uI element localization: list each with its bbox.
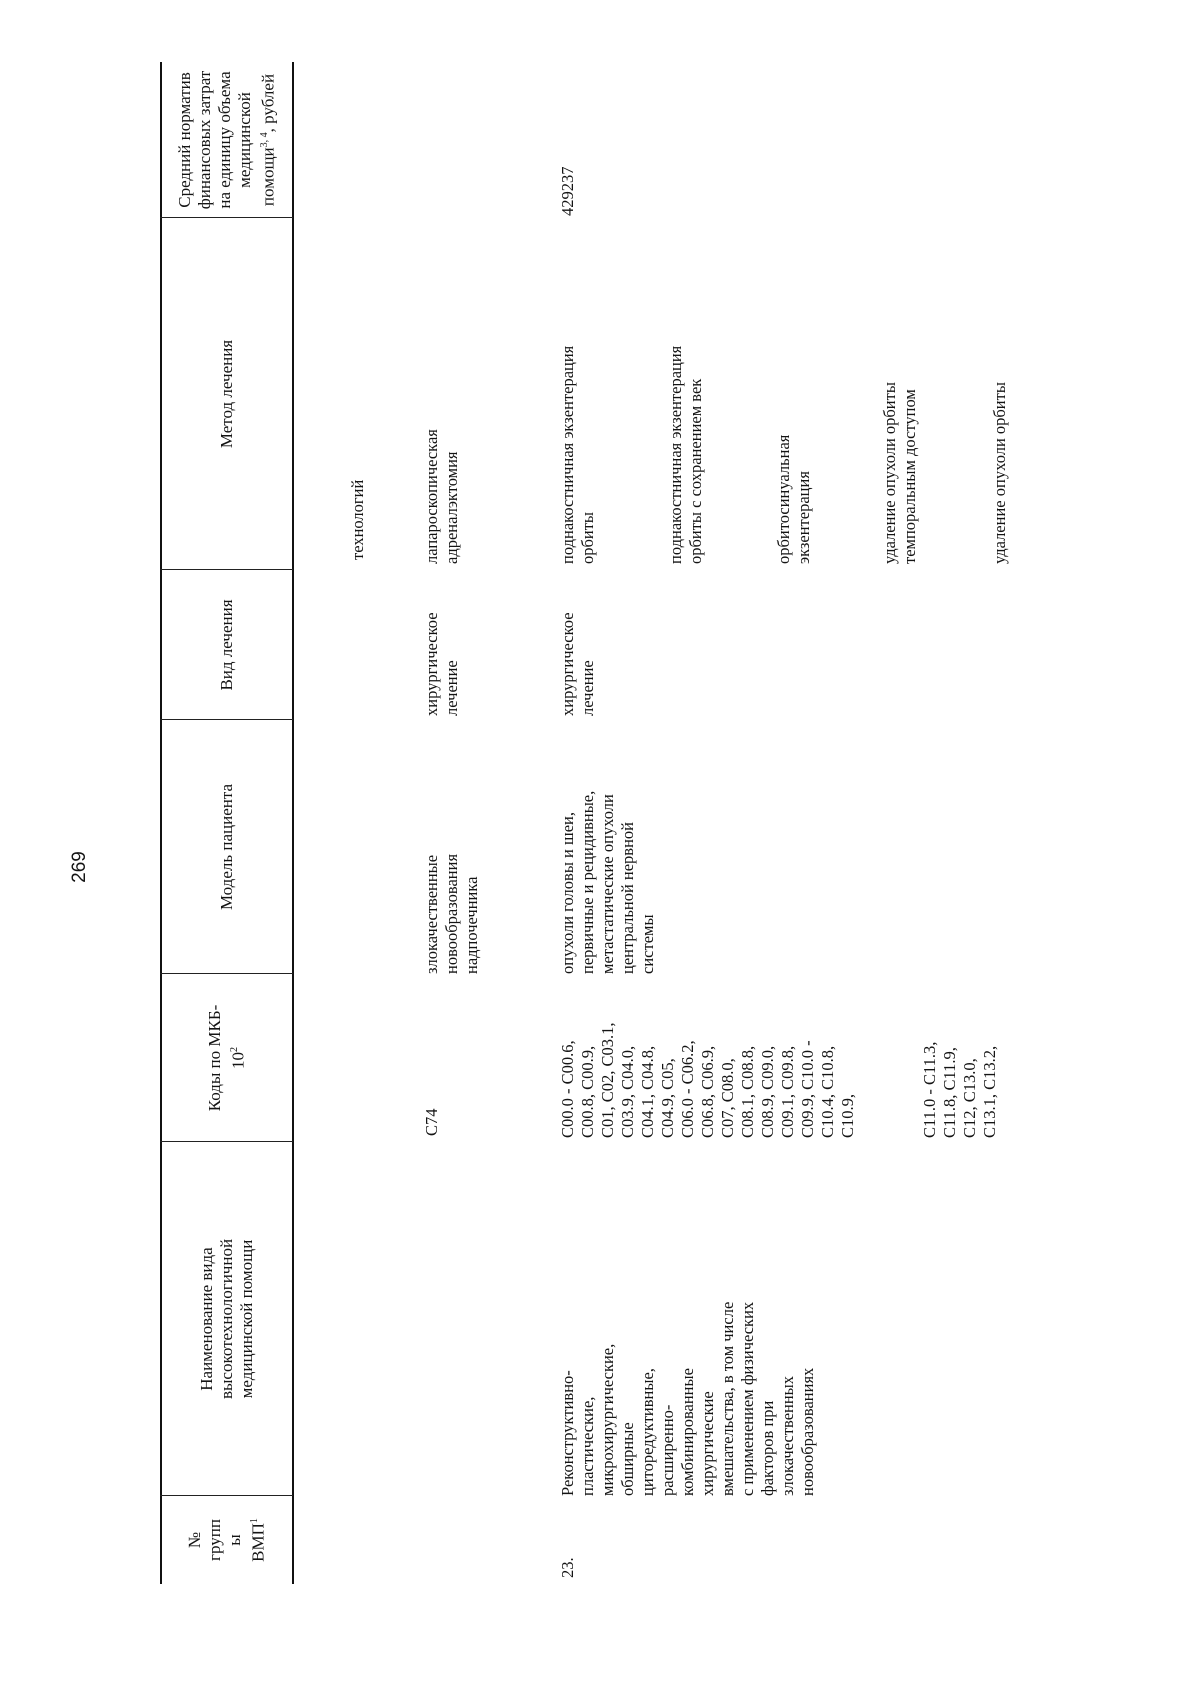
page-number: 269	[69, 851, 90, 883]
treatment-type-c74: хирургическое лечение	[422, 612, 461, 716]
header-average-cost: Средний норматив финансовых затрат на единицу объема медицинской помощи$^{3, 4}$, рублей	[175, 70, 278, 210]
codes-part-1: C00.0 - C00.6, C00.8, C00.9, C01, C02, C03.1, C03.9, C04.0, C04.1, C04.8, C04.9, C05, C06.0 - C06.2, C06.8, C06.9, C07, C08.0, C08.1, C08.8, C08.9, C09.0, C09.1, C09.8, C09.9, C10.0 - C10.4, C10.8, C10.9,	[558, 1022, 857, 1138]
method-item: удаление опухоли орбиты темпоральным доступом	[880, 382, 919, 564]
codes-c74: C74	[422, 1108, 441, 1136]
header-patient-model: Модель пациента	[217, 783, 236, 911]
method-item: поднакостничная экзентерация орбиты	[558, 345, 597, 564]
treatment-type-group23: хирургическое лечение	[558, 612, 597, 716]
vmp-table	[160, 62, 1050, 1584]
header-icd-codes: Коды по МКБ- $10^2$	[205, 1004, 248, 1112]
method-c74: лапароскопическая адреналэктомия	[422, 429, 461, 564]
codes-part-2: C11.0 - C11.3, C11.8, C11.9, C12, C13.0, C13.1, C13.2,	[920, 1041, 999, 1138]
group-name: Реконструктивно- пластические, микрохирургические, обширные циторедуктивные, расширенно- комбинированные хирургические вмешательства, в том числе с применением физических факторов при злокачественных новообразованиях	[558, 1301, 817, 1496]
method-item: поднакостничная экзентерация орбиты с сохранением век	[666, 345, 705, 564]
patient-model-c74: злокачественные новообразования надпочечника	[422, 853, 481, 974]
table-header-rule	[292, 62, 294, 1584]
header-group-no: № групп ы ВМП$^1$	[185, 1518, 268, 1562]
header-treatment-type: Вид лечения	[217, 599, 236, 691]
method-item: орбитосинуальная экзентерация	[774, 434, 813, 564]
method-continuation: технологий	[348, 479, 367, 560]
patient-model-group23: опухоли головы и шеи, первичные и рецидивные, метастатические опухоли центральной нервной системы	[558, 790, 657, 974]
method-item: удаление опухоли орбиты	[990, 382, 1009, 564]
group-number: 23.	[558, 1557, 577, 1578]
header-care-type-name: Наименование вида высокотехнологичной медицинской помощи	[197, 1238, 256, 1400]
header-treatment-method: Метод лечения	[217, 339, 236, 449]
average-cost-value: 429237	[558, 166, 577, 216]
